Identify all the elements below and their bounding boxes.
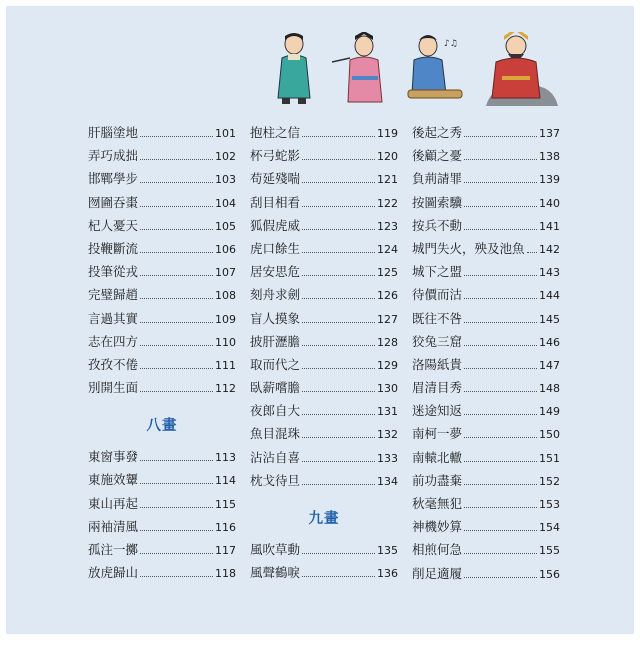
toc-entry[interactable]	[88, 470, 236, 493]
toc-entry-page: 113	[215, 451, 236, 465]
toc-entry-page: 114	[215, 474, 236, 488]
toc-entry[interactable]	[412, 169, 560, 192]
toc-entry[interactable]	[88, 494, 236, 517]
toc-entry-title: 投筆從戎	[88, 264, 139, 280]
toc-leader-dots	[464, 391, 537, 392]
toc-entry-title: 弄巧成拙	[88, 148, 139, 164]
toc-entry-title: 臥薪嚐膽	[250, 380, 301, 396]
toc-entry[interactable]	[88, 378, 236, 401]
toc-entry-title: 杯弓蛇影	[250, 148, 301, 164]
toc-entry[interactable]	[412, 193, 560, 216]
toc-entry-title: 苟延殘喘	[250, 171, 301, 187]
toc-entry-page: 141	[539, 219, 560, 233]
toc-leader-dots	[302, 275, 375, 276]
toc-leader-dots	[140, 206, 213, 207]
toc-entry[interactable]	[250, 123, 398, 146]
toc-leader-dots	[302, 159, 375, 160]
toc-entry-page: 145	[539, 312, 560, 326]
toc-entry-title: 風吹草動	[250, 542, 301, 557]
toc-entry-title: 東山再起	[88, 495, 139, 511]
toc-leader-dots	[464, 206, 537, 207]
toc-entry-title: 言過其實	[88, 310, 139, 326]
toc-entry-page: 117	[215, 544, 236, 557]
painter-figure-icon	[330, 32, 388, 108]
toc-group-col2-top	[250, 123, 398, 494]
toc-entry-page: 111	[215, 358, 236, 372]
toc-entry-title: 虎口餘生	[250, 240, 301, 256]
toc-entry[interactable]	[250, 355, 398, 378]
toc-leader-dots	[140, 229, 213, 230]
toc-entry[interactable]	[412, 216, 560, 239]
toc-entry[interactable]	[412, 123, 560, 146]
toc-entry-page: 104	[215, 196, 236, 210]
toc-entry[interactable]	[88, 540, 236, 563]
toc-entry[interactable]	[412, 564, 560, 587]
toc-entry[interactable]	[88, 146, 236, 169]
toc-leader-dots	[302, 298, 375, 299]
toc-entry-title: 完璧歸趙	[88, 287, 139, 303]
toc-leader-dots	[302, 136, 375, 137]
toc-entry-page: 125	[377, 266, 398, 280]
toc-entry[interactable]	[88, 193, 236, 216]
section-heading-jiu-hua: 九畫	[308, 510, 340, 527]
toc-entry-title: 居安思危	[250, 264, 301, 280]
toc-entry-page: 119	[377, 127, 398, 140]
toc-entry[interactable]	[88, 563, 236, 586]
toc-group-col1-top	[88, 123, 236, 401]
toc-entry-title: 既往不咎	[412, 310, 463, 326]
toc-group-col1-bottom	[88, 447, 236, 586]
toc-entry-page: 123	[377, 219, 398, 233]
toc-entry[interactable]	[412, 517, 560, 540]
toc-entry-page: 136	[377, 567, 398, 581]
toc-entry-page: 155	[539, 544, 560, 558]
toc-entry[interactable]	[250, 309, 398, 332]
toc-leader-dots	[302, 229, 375, 230]
toc-entry[interactable]	[412, 448, 560, 471]
toc-entry-title: 盲人摸象	[250, 310, 301, 326]
toc-leader-dots	[464, 368, 537, 369]
toc-leader-dots	[464, 322, 537, 323]
toc-entry[interactable]	[250, 216, 398, 239]
toc-entry-title: 夜郎自大	[250, 403, 301, 419]
toc-leader-dots	[464, 484, 537, 485]
toc-leader-dots	[464, 437, 537, 438]
toc-entry[interactable]	[88, 262, 236, 285]
toc-entry[interactable]	[88, 123, 236, 146]
toc-entry[interactable]	[88, 447, 236, 470]
toc-leader-dots	[302, 461, 375, 462]
toc-entry-page: 121	[377, 173, 398, 187]
toc-entry-title: 眉清目秀	[412, 380, 463, 396]
toc-entry-title: 狐假虎威	[250, 217, 301, 233]
toc-entry-title: 囫圇吞棗	[88, 194, 139, 210]
toc-entry-title: 前功盡棄	[412, 472, 463, 488]
toc-column-2	[250, 123, 398, 586]
toc-entry-title: 迷途知返	[412, 403, 463, 419]
toc-leader-dots	[464, 345, 537, 346]
book-page	[6, 6, 634, 634]
toc-entry[interactable]	[250, 540, 398, 563]
toc-entry-title: 刮目相看	[250, 194, 301, 210]
toc-entry[interactable]	[88, 169, 236, 192]
toc-entry-page: 132	[377, 428, 398, 442]
toc-entry-title: 披肝瀝膽	[250, 333, 301, 349]
toc-leader-dots	[527, 252, 537, 253]
toc-entry-page: 134	[377, 474, 398, 488]
toc-leader-dots	[464, 159, 537, 160]
toc-entry-title: 兩袖清風	[88, 518, 139, 534]
toc-entry-title: 神機妙算	[412, 519, 463, 535]
toc-leader-dots	[464, 414, 537, 415]
toc-entry-page: 126	[377, 289, 398, 303]
toc-entry-title: 東施效顰	[88, 472, 139, 488]
toc-entry-title: 東窗事發	[88, 449, 139, 465]
toc-entry-page: 135	[377, 544, 398, 557]
toc-group-col2-bottom	[250, 540, 398, 586]
toc-entry[interactable]	[88, 332, 236, 355]
toc-entry-page: 151	[539, 451, 560, 465]
toc-entry-title: 枕戈待旦	[250, 472, 301, 488]
toc-leader-dots	[140, 252, 213, 253]
toc-entry-title: 投鞭斷流	[88, 240, 139, 256]
musician-figure-icon	[404, 32, 468, 108]
toc-leader-dots	[302, 576, 375, 577]
toc-entry-title: 待價而沽	[412, 287, 463, 303]
toc-leader-dots	[140, 391, 213, 392]
toc-leader-dots	[464, 577, 537, 578]
toc-group-col3	[412, 123, 560, 587]
toc-entry-title: 負荊請罪	[412, 171, 463, 187]
toc-entry[interactable]	[412, 239, 560, 262]
toc-entry-page: 103	[215, 173, 236, 187]
toc-entry[interactable]	[250, 448, 398, 471]
toc-entry[interactable]	[250, 401, 398, 424]
toc-entry-page: 118	[215, 567, 236, 581]
toc-leader-dots	[140, 483, 213, 484]
toc-entry-page: 144	[539, 289, 560, 303]
toc-entry-title: 刻舟求劍	[250, 287, 301, 303]
toc-entry-title: 秋毫無犯	[412, 496, 463, 511]
toc-entry-page: 105	[215, 219, 236, 233]
toc-entry-title: 後起之秀	[412, 125, 463, 140]
toc-leader-dots	[302, 437, 375, 438]
toc-entry-page: 109	[215, 312, 236, 326]
toc-leader-dots	[464, 229, 537, 230]
toc-entry-title: 風聲鶴唳	[250, 565, 301, 581]
toc-leader-dots	[464, 298, 537, 299]
toc-entry[interactable]	[250, 471, 398, 494]
toc-entry-page: 143	[539, 266, 560, 280]
toc-entry[interactable]	[412, 378, 560, 401]
toc-leader-dots	[464, 182, 537, 183]
toc-entry-page: 154	[539, 521, 560, 535]
toc-entry-page: 127	[377, 312, 398, 326]
toc-entry[interactable]	[250, 424, 398, 447]
toc-leader-dots	[140, 345, 213, 346]
toc-entry-page: 133	[377, 451, 398, 465]
toc-entry-title: 別開生面	[88, 380, 139, 396]
toc-entry-title: 抱柱之信	[250, 125, 301, 140]
toc-leader-dots	[140, 298, 213, 299]
toc-entry-page: 110	[215, 335, 236, 349]
toc-entry-page: 112	[215, 382, 236, 396]
toc-entry-page: 156	[539, 567, 560, 581]
toc-entry-page: 107	[215, 266, 236, 280]
section-heading-ba-hua: 八畫	[146, 417, 178, 434]
toc-entry-title: 城下之盟	[412, 264, 463, 280]
toc-entry[interactable]	[250, 146, 398, 169]
toc-entry[interactable]	[250, 193, 398, 216]
toc-entry-page: 138	[539, 150, 560, 164]
toc-leader-dots	[302, 322, 375, 323]
toc-leader-dots	[464, 530, 537, 531]
toc-entry[interactable]	[412, 471, 560, 494]
toc-entry[interactable]	[412, 285, 560, 308]
toc-entry[interactable]	[412, 540, 560, 563]
toc-entry-title: 相煎何急	[412, 542, 463, 558]
toc-entry[interactable]	[250, 563, 398, 586]
toc-entry[interactable]	[412, 262, 560, 285]
toc-entry[interactable]	[250, 378, 398, 401]
toc-entry[interactable]	[412, 494, 560, 517]
toc-entry-title: 志在四方	[88, 333, 139, 349]
toc-entry-title: 杞人憂天	[88, 217, 139, 233]
toc-leader-dots	[140, 530, 213, 531]
toc-entry[interactable]	[250, 262, 398, 285]
toc-leader-dots	[464, 553, 537, 554]
toc-leader-dots	[302, 414, 375, 415]
official-figure-icon	[482, 32, 560, 108]
toc-entry-page: 148	[539, 382, 560, 396]
illustration-strip	[268, 32, 568, 112]
toc-entry-title: 取而代之	[250, 356, 301, 372]
toc-entry-title: 城門失火，殃及池魚	[412, 240, 525, 256]
toc-leader-dots	[140, 159, 213, 160]
toc-entry-page: 142	[539, 242, 560, 256]
toc-entry-page: 149	[539, 405, 560, 419]
toc-entry-page: 152	[539, 474, 560, 488]
toc-entry-page: 146	[539, 335, 560, 349]
toc-entry[interactable]	[88, 285, 236, 308]
toc-leader-dots	[302, 345, 375, 346]
toc-entry[interactable]	[250, 169, 398, 192]
toc-entry[interactable]	[250, 239, 398, 262]
toc-entry-title: 肝腦塗地	[88, 125, 139, 140]
toc-leader-dots	[140, 576, 213, 577]
toc-leader-dots	[302, 206, 375, 207]
toc-leader-dots	[302, 391, 375, 392]
toc-leader-dots	[140, 553, 213, 554]
toc-entry-page: 115	[215, 497, 236, 511]
toc-entry[interactable]	[88, 216, 236, 239]
toc-entry-page: 116	[215, 520, 236, 534]
toc-entry-title: 後顧之憂	[412, 148, 463, 164]
toc-entry-page: 122	[377, 196, 398, 210]
toc-leader-dots	[140, 507, 213, 508]
toc-leader-dots	[464, 275, 537, 276]
toc-entry-page: 129	[377, 358, 398, 372]
toc-leader-dots	[464, 461, 537, 462]
toc-entry[interactable]	[250, 285, 398, 308]
toc-leader-dots	[140, 136, 213, 137]
toc-entry-page: 131	[377, 405, 398, 419]
toc-leader-dots	[140, 322, 213, 323]
toc-entry[interactable]	[88, 517, 236, 540]
toc-entry-page: 153	[539, 498, 560, 511]
toc-leader-dots	[140, 460, 213, 461]
toc-entry-page: 130	[377, 382, 398, 396]
toc-entry-title: 孜孜不倦	[88, 356, 139, 372]
toc-entry-title: 南轅北轍	[412, 449, 463, 465]
toc-leader-dots	[302, 182, 375, 183]
toc-entry[interactable]	[412, 355, 560, 378]
toc-entry-page: 128	[377, 335, 398, 349]
toc-entry[interactable]	[412, 309, 560, 332]
toc-leader-dots	[302, 484, 375, 485]
toc-column-1	[88, 123, 236, 586]
toc-entry-page: 106	[215, 242, 236, 256]
toc-entry-title: 按圖索驥	[412, 194, 463, 210]
toc-entry[interactable]	[250, 332, 398, 355]
toc-entry-page: 147	[539, 358, 560, 372]
toc-entry-page: 140	[539, 196, 560, 210]
toc-leader-dots	[302, 553, 375, 554]
toc-entry[interactable]	[88, 239, 236, 262]
toc-entry-title: 南柯一夢	[412, 426, 463, 442]
toc-entry[interactable]	[412, 332, 560, 355]
toc-leader-dots	[140, 368, 213, 369]
toc-entry[interactable]	[88, 355, 236, 378]
svg-text:♪♫: ♪♫	[444, 39, 458, 49]
toc-entry-title: 狡兔三窟	[412, 333, 463, 349]
toc-entry-page: 139	[539, 173, 560, 187]
toc-entry-title: 放虎歸山	[88, 565, 139, 581]
toc-entry-title: 邯鄲學步	[88, 171, 139, 187]
toc-entry[interactable]	[412, 401, 560, 424]
toc-entry[interactable]	[88, 309, 236, 332]
toc-entry-title: 削足適履	[412, 565, 463, 581]
toc-entry-page: 124	[377, 242, 398, 256]
toc-entry[interactable]	[412, 424, 560, 447]
toc-leader-dots	[464, 507, 537, 508]
toc-entry-title: 洛陽紙貴	[412, 356, 463, 372]
toc-entry-title: 魚目混珠	[250, 426, 301, 442]
toc-entry-title: 沾沾自喜	[250, 449, 301, 465]
scholar-figure-icon	[268, 32, 320, 108]
toc-entry-title: 按兵不動	[412, 217, 463, 233]
toc-entry-page: 108	[215, 289, 236, 303]
toc-entry-page: 150	[539, 428, 560, 442]
toc-entry-page: 137	[539, 127, 560, 140]
toc-leader-dots	[464, 136, 537, 137]
toc-leader-dots	[302, 368, 375, 369]
toc-leader-dots	[302, 252, 375, 253]
toc-entry-title: 孤注一擲	[88, 542, 139, 557]
toc-column-3	[412, 123, 560, 587]
toc-entry-page: 120	[377, 150, 398, 164]
toc-leader-dots	[140, 182, 213, 183]
toc-entry-page: 102	[215, 150, 236, 164]
toc-entry[interactable]	[412, 146, 560, 169]
toc-leader-dots	[140, 275, 213, 276]
toc-entry-page: 101	[215, 127, 236, 140]
